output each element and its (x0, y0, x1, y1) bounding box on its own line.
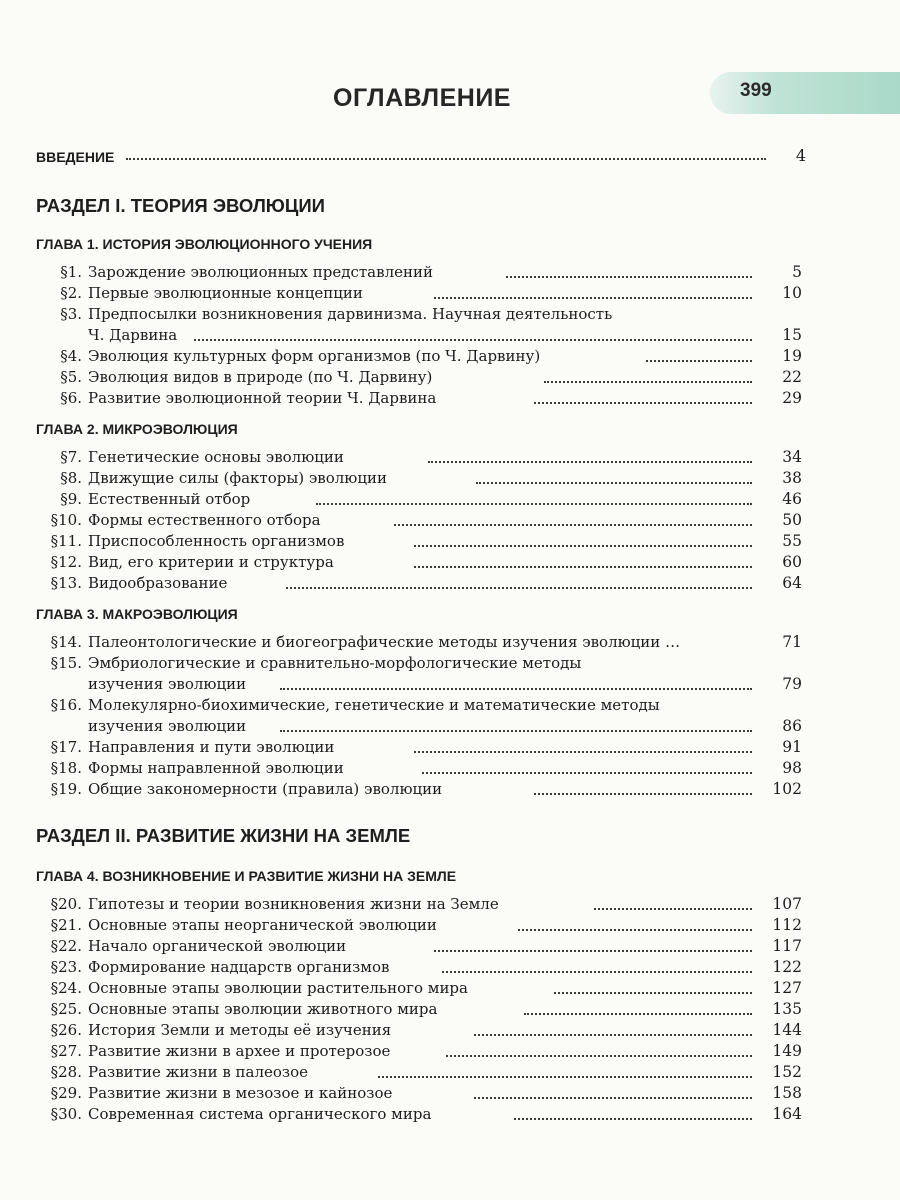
entry-page: 60 (782, 553, 802, 571)
section-heading-1: РАЗДЕЛ I. ТЕОРИЯ ЭВОЛЮЦИИ (36, 195, 325, 216)
toc-entry[interactable] (36, 978, 806, 999)
entry-number: §20. (50, 895, 82, 913)
entry-number: §24. (50, 979, 82, 997)
entry-page: 107 (772, 895, 802, 913)
toc-entry[interactable] (36, 1083, 806, 1104)
dot-leader (434, 950, 752, 952)
toc-entry[interactable] (36, 1041, 806, 1062)
dot-leader (474, 1034, 752, 1036)
entry-title: Молекулярно-биохимические, генетические и математические методы (88, 696, 660, 714)
entry-number: §8. (60, 469, 82, 487)
entry-page: 5 (792, 263, 802, 281)
chapter-heading-4: ГЛАВА 4. ВОЗНИКНОВЕНИЕ И РАЗВИТИЕ ЖИЗНИ НА ЗЕМЛЕ (36, 868, 457, 884)
entry-title: Формирование надцарств организмов (88, 958, 390, 976)
entry-number: §16. (50, 696, 82, 714)
toc-entry[interactable] (36, 1104, 806, 1125)
toc-entry[interactable] (36, 531, 806, 552)
entry-title: Палеонтологические и биогеографические методы изучения эволюции … (88, 633, 681, 651)
toc-entry[interactable] (36, 632, 806, 653)
toc-entry[interactable] (36, 1020, 806, 1041)
toc-entry[interactable] (36, 915, 806, 936)
entry-page: 38 (782, 469, 802, 487)
toc-entry[interactable] (36, 510, 806, 531)
toc-entry[interactable] (36, 262, 806, 283)
section-heading-2: РАЗДЕЛ II. РАЗВИТИЕ ЖИЗНИ НА ЗЕМЛЕ (36, 825, 411, 846)
entry-page: 164 (772, 1105, 802, 1123)
entry-number: §25. (50, 1000, 82, 1018)
entry-number: §1. (60, 263, 82, 281)
chapter-heading-2: ГЛАВА 2. МИКРОЭВОЛЮЦИЯ (36, 421, 238, 437)
entry-page: 98 (782, 759, 802, 777)
page-title: ОГЛАВЛЕНИЕ (333, 84, 511, 112)
entry-page: 122 (772, 958, 802, 976)
dot-leader (286, 587, 752, 589)
toc-entry[interactable] (36, 346, 806, 367)
entry-number: §7. (60, 448, 82, 466)
entry-title: Начало органической эволюции (88, 937, 347, 955)
toc-entry[interactable] (36, 388, 806, 409)
dot-leader (414, 751, 752, 753)
toc-entry[interactable] (36, 999, 806, 1020)
dot-leader (514, 1118, 752, 1120)
toc-entry[interactable] (36, 936, 806, 957)
entry-page: 64 (782, 574, 802, 592)
dot-leader (476, 482, 752, 484)
entry-number: §2. (60, 284, 82, 302)
entry-title: Направления и пути эволюции (88, 738, 335, 756)
entry-page: 15 (782, 326, 802, 344)
toc-entry[interactable] (36, 573, 806, 594)
entry-title: История Земли и методы её изучения (88, 1021, 392, 1039)
entry-number: §14. (50, 633, 82, 651)
dot-leader (422, 772, 752, 774)
entry-title: Гипотезы и теории возникновения жизни на Земле (88, 895, 499, 913)
entry-page: 102 (772, 780, 802, 798)
entry-page: 22 (782, 368, 802, 386)
dot-leader (428, 461, 752, 463)
entry-page: 29 (782, 389, 802, 407)
entry-number: §15. (50, 654, 82, 672)
entry-title: Основные этапы неорганической эволюции (88, 916, 437, 934)
entry-number: §29. (50, 1084, 82, 1102)
dot-leader (474, 1097, 752, 1099)
dot-leader (446, 1055, 752, 1057)
dot-leader (554, 992, 752, 994)
dot-leader (378, 1076, 752, 1078)
entry-number: §17. (50, 738, 82, 756)
toc-entry[interactable] (36, 957, 806, 978)
entry-number: §11. (50, 532, 82, 550)
entry-title: Формы естественного отбора (88, 511, 321, 529)
entry-page: 91 (782, 738, 802, 756)
toc-entry[interactable] (36, 695, 806, 737)
entry-number: §19. (50, 780, 82, 798)
entry-title: Эмбриологические и сравнительно-морфологические методы (88, 654, 582, 672)
toc-intro-entry[interactable] (36, 143, 806, 165)
entry-title-continued: Ч. Дарвина (88, 326, 178, 344)
entry-number: §21. (50, 916, 82, 934)
entry-title: Эволюция культурных форм организмов (по Ч. Дарвину) (88, 347, 541, 365)
toc-entry[interactable] (36, 653, 806, 695)
toc-entry[interactable] (36, 468, 806, 489)
entry-title: Развитие жизни в архее и протерозое (88, 1042, 391, 1060)
entry-number: §5. (60, 368, 82, 386)
dot-leader (414, 566, 752, 568)
dot-leader (524, 1013, 752, 1015)
dot-leader (534, 402, 752, 404)
entry-title: Генетические основы эволюции (88, 448, 344, 466)
dot-leader (442, 971, 752, 973)
dot-leader (316, 503, 752, 505)
entry-number: §6. (60, 389, 82, 407)
entry-page: 117 (772, 937, 802, 955)
entry-title: Предпосылки возникновения дарвинизма. Научная деятельность (88, 305, 613, 323)
dot-leader (394, 524, 752, 526)
entry-page: 19 (782, 347, 802, 365)
entry-page: 112 (772, 916, 802, 934)
entry-page: 152 (772, 1063, 802, 1081)
toc-entry[interactable] (36, 1062, 806, 1083)
entry-title-continued: изучения эволюции (88, 675, 247, 693)
toc-entry[interactable] (36, 304, 806, 346)
dot-leader (646, 360, 752, 362)
entry-page: 127 (772, 979, 802, 997)
entry-title: Приспособленность организмов (88, 532, 345, 550)
entry-number: §12. (50, 553, 82, 571)
entry-page: 158 (772, 1084, 802, 1102)
dot-leader (544, 381, 752, 383)
entry-number: §3. (60, 305, 82, 323)
entry-title: Естественный отбор (88, 490, 251, 508)
entry-title: Формы направленной эволюции (88, 759, 344, 777)
entry-number: §23. (50, 958, 82, 976)
entry-page: 55 (782, 532, 802, 550)
toc-entry[interactable] (36, 447, 806, 468)
entry-page: 71 (782, 633, 802, 651)
entry-page: 46 (782, 490, 802, 508)
entry-number: §4. (60, 347, 82, 365)
entry-title: Зарождение эволюционных представлений (88, 263, 433, 281)
dot-leader (280, 730, 752, 732)
dot-leader (506, 276, 752, 278)
entry-title: Современная система органического мира (88, 1105, 432, 1123)
entry-number: §26. (50, 1021, 82, 1039)
entry-title: Эволюция видов в природе (по Ч. Дарвину) (88, 368, 433, 386)
toc-entry[interactable] (36, 283, 806, 304)
dot-leader (126, 158, 766, 160)
intro-page: 4 (795, 146, 806, 165)
page-number: 399 (740, 80, 772, 101)
entry-number: §13. (50, 574, 82, 592)
entry-number: §28. (50, 1063, 82, 1081)
entry-number: §9. (60, 490, 82, 508)
entry-title: Основные этапы эволюции растительного мира (88, 979, 468, 997)
toc-entry[interactable] (36, 894, 806, 915)
entry-page: 34 (782, 448, 802, 466)
intro-label: ВВЕДЕНИЕ (36, 149, 115, 165)
toc-entry[interactable] (36, 489, 806, 510)
dot-leader (518, 929, 752, 931)
entry-page: 149 (772, 1042, 802, 1060)
dot-leader (280, 688, 752, 690)
toc-entry[interactable] (36, 758, 806, 779)
entry-page: 86 (782, 717, 802, 735)
entry-page: 135 (772, 1000, 802, 1018)
entry-number: §10. (50, 511, 82, 529)
entry-title: Общие закономерности (правила) эволюции (88, 780, 443, 798)
chapter-heading-3: ГЛАВА 3. МАКРОЭВОЛЮЦИЯ (36, 606, 238, 622)
toc-entry[interactable] (36, 779, 806, 800)
entry-title: Первые эволюционные концепции (88, 284, 363, 302)
chapter-heading-1: ГЛАВА 1. ИСТОРИЯ ЭВОЛЮЦИОННОГО УЧЕНИЯ (36, 236, 373, 252)
entry-page: 79 (782, 675, 802, 693)
entry-number: §22. (50, 937, 82, 955)
entry-number: §27. (50, 1042, 82, 1060)
entry-title: Развитие жизни в мезозое и кайнозое (88, 1084, 393, 1102)
entry-title: Видообразование (88, 574, 228, 592)
entry-title: Развитие эволюционной теории Ч. Дарвина (88, 389, 437, 407)
entry-number: §18. (50, 759, 82, 777)
dot-leader (414, 545, 752, 547)
entry-title: Развитие жизни в палеозое (88, 1063, 309, 1081)
dot-leader (534, 793, 752, 795)
toc-entry[interactable] (36, 367, 806, 388)
dot-leader (434, 297, 752, 299)
dot-leader (194, 339, 752, 341)
entry-title: Вид, его критерии и структура (88, 553, 334, 571)
entry-page: 144 (772, 1021, 802, 1039)
entry-title-continued: изучения эволюции (88, 717, 247, 735)
entry-title: Основные этапы эволюции животного мира (88, 1000, 438, 1018)
toc-entry[interactable] (36, 552, 806, 573)
entry-page: 10 (782, 284, 802, 302)
dot-leader (594, 908, 752, 910)
entry-page: 50 (782, 511, 802, 529)
entry-title: Движущие силы (факторы) эволюции (88, 469, 387, 487)
entry-number: §30. (50, 1105, 82, 1123)
toc-entry[interactable] (36, 737, 806, 758)
